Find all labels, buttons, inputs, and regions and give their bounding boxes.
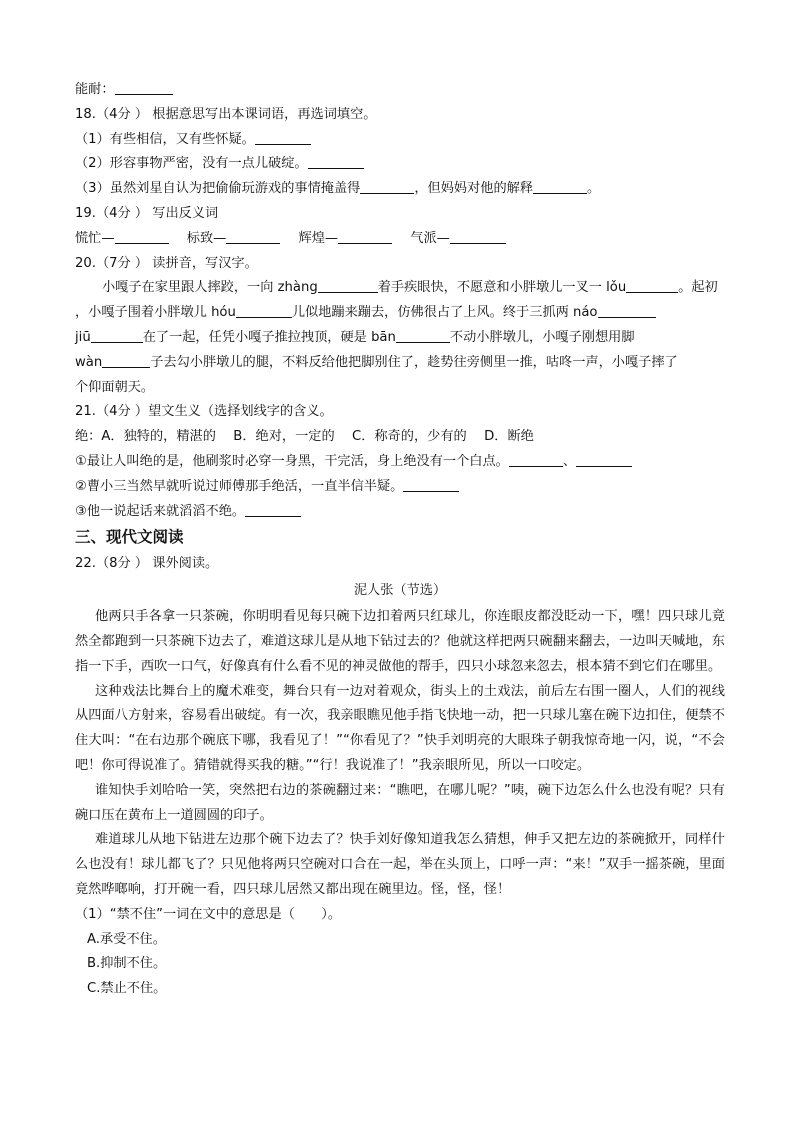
q19-antonyms xyxy=(75,227,725,252)
q20-line-2 xyxy=(75,301,725,326)
story-paragraph-1 xyxy=(75,605,725,679)
q21-item-3 xyxy=(75,500,725,525)
section-heading: 三、现代文阅读 xyxy=(75,527,184,547)
text: jiū xyxy=(75,329,91,345)
text: 谁知快手刘哈哈一笑，突然把右边的茶碗翻过来：“瞧吧，在哪儿呢？”咦，碗下边怎么什么也没有呢？只有碗口压在黄布上一道圆圆的印子。 xyxy=(75,782,725,823)
text: 小嘎子在家里跟人摔跤，一向 zhàng xyxy=(102,280,318,296)
q18-item-3 xyxy=(75,177,725,202)
text: 子去勾小胖墩儿的腿，不料反给他把脚别住了，趁势往旁侧里一推，咕咚一声，小嘎子摔了 xyxy=(150,354,678,370)
answer-blank[interactable] xyxy=(226,228,280,244)
item-text: （1）有些相信，又有些怀疑。 xyxy=(75,131,255,147)
answer-blank[interactable] xyxy=(533,178,587,194)
answer-blank[interactable] xyxy=(450,228,506,244)
answer-blank[interactable] xyxy=(236,302,292,318)
q20-line-1 xyxy=(75,276,725,301)
text: 着手疾眼快，不愿意和小胖墩儿一叉一 lǒu xyxy=(377,280,627,296)
text: ②曹小三当然早就听说过师傅那手绝活，一直半信半疑。 xyxy=(75,478,404,494)
q21-item-1 xyxy=(75,450,725,475)
text: 儿似地蹦来蹦去，仿佛很占了上风。终于三抓两 náo xyxy=(291,305,598,321)
q21-options: 绝：A．独特的，精湛的 B．绝对，一定的 C．称奇的，少有的 D．断绝 xyxy=(75,429,534,445)
word-label: 辉煌— xyxy=(298,230,339,246)
q21-item-2 xyxy=(75,475,725,500)
q20-heading: 20.（7分 ） 读拼音，写汉字。 xyxy=(75,255,258,271)
q20-line-3 xyxy=(75,326,725,351)
text: 他两只手各拿一只茶碗，你明明看见每只碗下边扣着两只红球儿，你连眼皮都没眨动一下，嘿！四只球儿竟然全都跑到一只茶碗下边去了，难道这球儿是从地下钻过去的？他就这样把两只碗翻来翻去，一边叫天喊地，东指一下手，西吹一口气，好像真有什么看不见的神灵做他的帮手，四只小球忽来忽去，根本猜不到它们在哪里。 xyxy=(75,609,725,674)
option-c[interactable]: C.禁止不住。 xyxy=(87,981,167,997)
text: 。起初 xyxy=(678,280,718,296)
answer-blank[interactable] xyxy=(245,501,301,517)
text: ③他一说起话来就滔滔不绝。 xyxy=(75,503,246,519)
answer-blank[interactable] xyxy=(396,327,450,343)
option-a[interactable]: A.承受不住。 xyxy=(87,931,166,947)
item-text: 。 xyxy=(587,181,601,197)
story-title: 泥人张（节选） xyxy=(353,583,447,599)
text: 难道球儿从地下钻进左边那个碗下边去了？快手刘好像知道我怎么猜想，伸手又把左边的茶碗掀开，同样什么也没有！球儿都飞了？只见他将两只空碗对口合在一起，举在头顶上，口呼一声：“来！”双手一摇茶碗，里面竟然哗啷响，打开碗一看，四只球儿居然又都出现在碗里边。怪，怪，怪！ xyxy=(75,832,725,897)
q17-last-line xyxy=(75,78,725,103)
word-label: 标致— xyxy=(186,230,227,246)
item-text: （2）形容事物严密，没有一点儿破绽。 xyxy=(75,156,308,172)
q18-item-1 xyxy=(75,128,725,153)
q22-sub-question-1: （1）“禁不住”一词在文中的意思是（ ）。 xyxy=(75,906,342,922)
answer-blank[interactable] xyxy=(598,302,656,318)
document-page xyxy=(75,78,725,1002)
word-label: 气派— xyxy=(410,230,450,246)
item-text: （3）虽然刘星自认为把偷偷玩游戏的事情掩盖得 xyxy=(75,181,361,197)
q20-line-4 xyxy=(75,351,725,376)
story-paragraph-4 xyxy=(75,828,725,902)
text: 不动小胖墩儿，小嘎子刚想用脚 xyxy=(449,329,635,345)
q20-line-5: 个仰面朝天。 xyxy=(75,379,155,395)
prompt-text: 能耐： xyxy=(75,82,115,97)
text: 这种戏法比舞台上的魔术难变，舞台只有一边对着观众，街头上的土戏法，前后左右围一圈人，人们的视线从四面八方射来，容易看出破绽。有一次，我亲眼瞧见他手指飞快地一动，把一只球儿塞在碗下边扣住，便禁不住大叫：“在右边那个碗底下哪，我看见了！”“你看见了？”快手刘明亮的大眼珠子朝我惊奇地一闪，说，“不会吧！你可得说准了。猜错就得买我的糖。”“行！我说准了！”我亲眼所见，所以一口咬定。 xyxy=(75,683,725,773)
answer-blank[interactable] xyxy=(255,129,311,145)
option-b[interactable]: B.抑制不住。 xyxy=(87,956,167,972)
answer-blank[interactable] xyxy=(308,153,364,169)
text: wàn xyxy=(75,354,103,370)
story-paragraph-3 xyxy=(75,779,725,829)
answer-blank[interactable] xyxy=(403,476,459,492)
q18-item-2 xyxy=(75,152,725,177)
answer-blank[interactable] xyxy=(576,451,632,467)
q21-heading: 21.（4分 ）望文生义（选择划线字的含义。 xyxy=(75,404,333,420)
answer-blank[interactable] xyxy=(102,352,150,368)
text: ，小嘎子围着小胖墩儿 hóu xyxy=(75,305,236,321)
answer-blank[interactable] xyxy=(626,277,678,293)
answer-blank[interactable] xyxy=(115,79,173,95)
answer-blank[interactable] xyxy=(115,228,169,244)
answer-blank[interactable] xyxy=(360,178,414,194)
answer-blank[interactable] xyxy=(509,451,563,467)
q22-heading: 22.（8分 ） 课外阅读。 xyxy=(75,556,219,572)
text: 、 xyxy=(562,453,577,469)
story-paragraph-2 xyxy=(75,680,725,779)
q19-heading: 19.（4分 ） 写出反义词 xyxy=(75,205,219,221)
answer-blank[interactable] xyxy=(91,327,143,343)
q18-heading: 18.（4分 ） 根据意思写出本课词语，再选词填空。 xyxy=(75,106,377,122)
answer-blank[interactable] xyxy=(338,228,392,244)
word-label: 慌忙— xyxy=(75,230,115,246)
text: 在了一起，任凭小嘎子推拉拽顶，硬是 bān xyxy=(142,329,396,345)
answer-blank[interactable] xyxy=(318,277,378,293)
text: ①最让人叫绝的是，他刷浆时必穿一身黑，干完活，身上绝没有一个白点。 xyxy=(75,453,509,469)
item-text: ，但妈妈对他的解释 xyxy=(414,181,534,197)
